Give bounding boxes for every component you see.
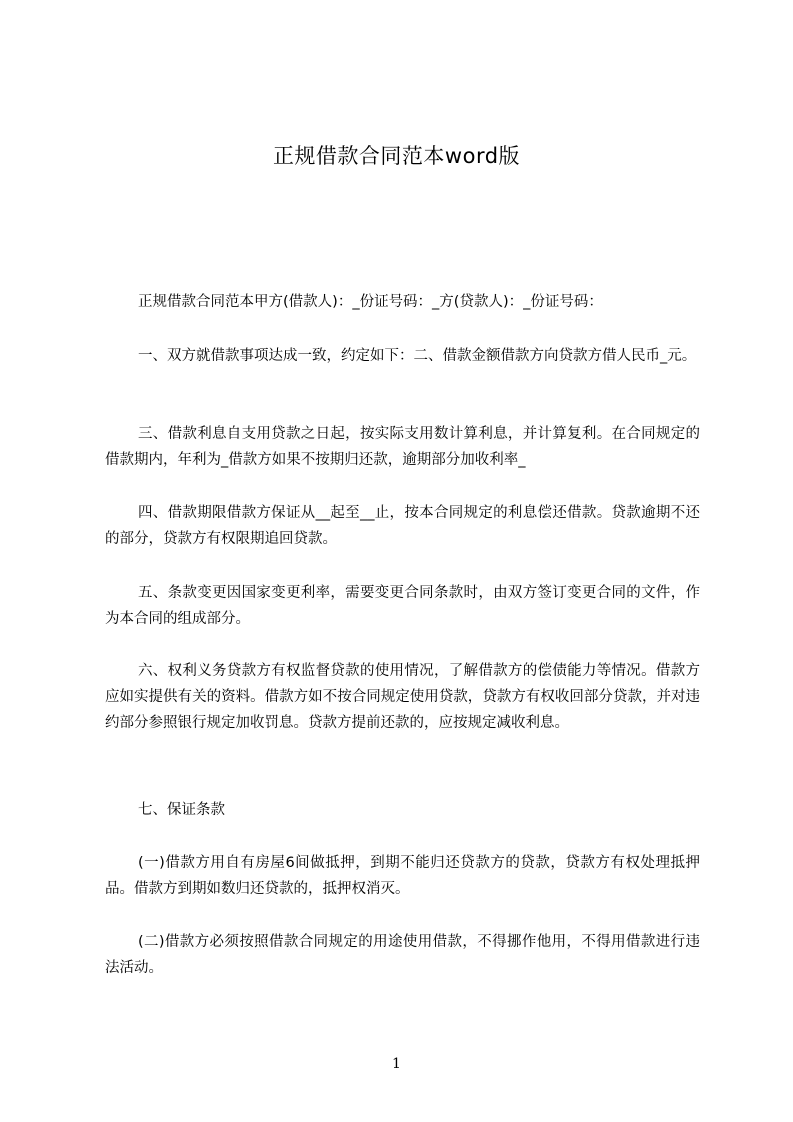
paragraph-clause-5-changes: 五、条款变更因国家变更利率，需要变更合同条款时，由双方签订变更合同的文件，作为本合同的组成部分。 xyxy=(105,585,700,627)
paragraph-clause-7-heading: 七、保证条款 xyxy=(138,802,225,818)
paragraph-clause-1-2: 一、双方就借款事项达成一致，约定如下：二、借款金额借款方向贷款方借人民币_元。 xyxy=(138,348,697,364)
paragraph-clause-6-rights: 六、权利义务贷款方有权监督贷款的使用情况，了解借款方的偿债能力等情况。借款方应如实提供有关的资料。借款方如不按合同规定使用贷款，贷款方有权收回部分贷款，并对违约部分参照银行规定加收罚息。贷款方提前还款的，应按规定减收利息。 xyxy=(105,663,700,731)
paragraph-parties: 正规借款合同范本甲方(借款人)：_份证号码：_方(贷款人)：_份证号码： xyxy=(138,294,603,310)
paragraph-clause-3-interest: 三、借款利息自支用贷款之日起，按实际支用数计算利息，并计算复利。在合同规定的借款期内，年利为_借款方如果不按期归还款，逾期部分加收利率_ xyxy=(105,426,700,468)
page-number: 1 xyxy=(392,1056,401,1072)
paragraph-clause-7-item-2: (二)借款方必须按照借款合同规定的用途使用借款，不得挪作他用，不得用借款进行违法活动。 xyxy=(105,934,700,976)
paragraph-clause-7-item-1: (一)借款方用自有房屋6间做抵押，到期不能归还贷款方的贷款，贷款方有权处理抵押品。借款方到期如数归还贷款的，抵押权消灭。 xyxy=(105,855,700,897)
document-title: 正规借款合同范本word版 xyxy=(272,144,521,168)
paragraph-clause-4-term: 四、借款期限借款方保证从__起至__止，按本合同规定的利息偿还借款。贷款逾期不还的部分，贷款方有权限期追回贷款。 xyxy=(105,505,700,547)
